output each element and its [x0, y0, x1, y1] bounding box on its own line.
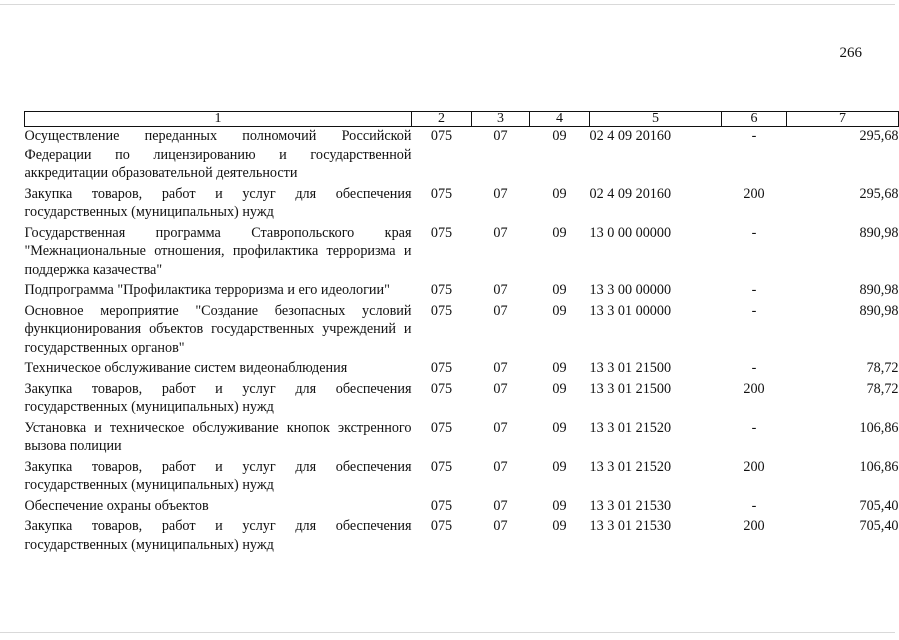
row-description: Закупка товаров, работ и услуг для обеспечения государственных (муниципальных) нужд: [24, 380, 412, 415]
row-expense-type: -: [751, 128, 757, 144]
column-header: 2: [412, 112, 472, 127]
row-ministry-code: 075: [430, 497, 453, 514]
row-target-article: 13 3 01 21530: [589, 497, 672, 514]
row-ministry-code: 075: [430, 128, 453, 144]
table-row: [25, 185, 899, 224]
row-subsection: 09: [552, 282, 567, 298]
row-description: Основное мероприятие "Создание безопасных условий функционирования объектов государственных учреждений и государственных органов": [24, 302, 412, 356]
row-target-article: 13 3 01 21500: [589, 360, 672, 376]
row-description: Техническое обслуживание систем видеонаблюдения: [24, 360, 348, 376]
table-row: [25, 497, 899, 518]
row-amount: 78,72: [866, 380, 899, 397]
table-header-row: [25, 112, 899, 127]
row-amount: 295,68: [859, 185, 899, 202]
row-section: 07: [493, 518, 508, 534]
table-row: [25, 517, 899, 556]
row-subsection: 09: [552, 302, 567, 319]
column-header: 5: [590, 112, 722, 127]
row-expense-type: 200: [743, 380, 765, 397]
row-subsection: 09: [552, 518, 567, 534]
row-amount: 705,40: [859, 497, 899, 514]
row-target-article: 02 4 09 20160: [589, 128, 672, 144]
row-description: Осуществление переданных полномочий Российской Федерации по лицензированию и государственной аккредитации образовательной деятельности: [24, 128, 412, 181]
row-target-article: 13 0 00 00000: [589, 224, 672, 241]
row-section: 07: [493, 224, 508, 241]
row-ministry-code: 075: [430, 282, 453, 298]
scan-artifact-bottom: [0, 632, 895, 633]
table-row: [25, 302, 899, 360]
row-amount: 890,98: [859, 224, 899, 241]
table-row: [25, 419, 899, 458]
row-subsection: 09: [552, 380, 567, 397]
row-amount: 106,86: [859, 458, 899, 475]
table-row: [25, 458, 899, 497]
column-header: 4: [530, 112, 590, 127]
column-header: 7: [787, 112, 899, 127]
table-row: [25, 224, 899, 282]
row-section: 07: [493, 185, 508, 202]
row-expense-type: 200: [743, 518, 765, 534]
table-body: [25, 127, 899, 557]
row-expense-type: -: [751, 302, 757, 319]
row-subsection: 09: [552, 497, 567, 514]
scan-artifact-top: [0, 4, 895, 5]
row-section: 07: [493, 128, 508, 144]
row-section: 07: [493, 302, 508, 319]
table-row: [25, 380, 899, 419]
row-section: 07: [493, 458, 508, 475]
row-section: 07: [493, 497, 508, 514]
row-ministry-code: 075: [430, 380, 453, 397]
row-amount: 890,98: [859, 302, 899, 319]
row-ministry-code: 075: [430, 518, 453, 534]
row-description: Установка и техническое обслуживание кнопок экстренного вызова полиции: [24, 419, 412, 454]
row-target-article: 13 3 01 21520: [589, 419, 672, 436]
row-description: Государственная программа Ставропольского края "Межнациональные отношения, профилактика терроризма и поддержка казачества": [24, 224, 412, 278]
column-header: 1: [25, 112, 412, 127]
row-ministry-code: 075: [430, 458, 453, 475]
row-ministry-code: 075: [430, 224, 453, 241]
table-row: [25, 359, 899, 380]
row-expense-type: 200: [743, 185, 765, 202]
row-expense-type: -: [751, 282, 757, 298]
row-amount: 295,68: [859, 128, 899, 144]
row-target-article: 13 3 01 00000: [589, 302, 672, 319]
row-section: 07: [493, 360, 508, 376]
table-row: [25, 127, 899, 185]
row-amount: 106,86: [859, 419, 899, 436]
row-expense-type: -: [751, 419, 757, 436]
row-target-article: 02 4 09 20160: [589, 185, 672, 202]
row-subsection: 09: [552, 458, 567, 475]
row-subsection: 09: [552, 185, 567, 202]
row-subsection: 09: [552, 419, 567, 436]
column-header: 6: [722, 112, 787, 127]
row-expense-type: -: [751, 497, 757, 514]
row-ministry-code: 075: [430, 185, 453, 202]
row-target-article: 13 3 01 21530: [589, 518, 672, 534]
row-subsection: 09: [552, 360, 567, 376]
row-ministry-code: 075: [430, 360, 453, 376]
row-expense-type: -: [751, 360, 757, 376]
row-target-article: 13 3 00 00000: [589, 282, 672, 298]
budget-table: [24, 111, 899, 556]
row-description: Закупка товаров, работ и услуг для обеспечения государственных (муниципальных) нужд: [24, 518, 412, 553]
row-ministry-code: 075: [430, 302, 453, 319]
row-expense-type: 200: [743, 458, 765, 475]
row-amount: 705,40: [859, 518, 899, 534]
row-section: 07: [493, 282, 508, 298]
row-ministry-code: 075: [430, 419, 453, 436]
row-description: Закупка товаров, работ и услуг для обеспечения государственных (муниципальных) нужд: [24, 458, 412, 493]
row-description: Подпрограмма "Профилактика терроризма и его идеологии": [24, 282, 390, 298]
page-number: 266: [839, 45, 862, 61]
row-target-article: 13 3 01 21500: [589, 380, 672, 397]
row-subsection: 09: [552, 128, 567, 144]
row-amount: 890,98: [859, 282, 899, 298]
row-description: Закупка товаров, работ и услуг для обеспечения государственных (муниципальных) нужд: [24, 185, 412, 220]
row-description: Обеспечение охраны объектов: [24, 497, 209, 514]
row-section: 07: [493, 419, 508, 436]
table-row: [25, 281, 899, 302]
row-section: 07: [493, 380, 508, 397]
row-expense-type: -: [751, 224, 757, 241]
row-amount: 78,72: [866, 360, 899, 376]
column-header: 3: [472, 112, 530, 127]
row-subsection: 09: [552, 224, 567, 241]
row-target-article: 13 3 01 21520: [589, 458, 672, 475]
